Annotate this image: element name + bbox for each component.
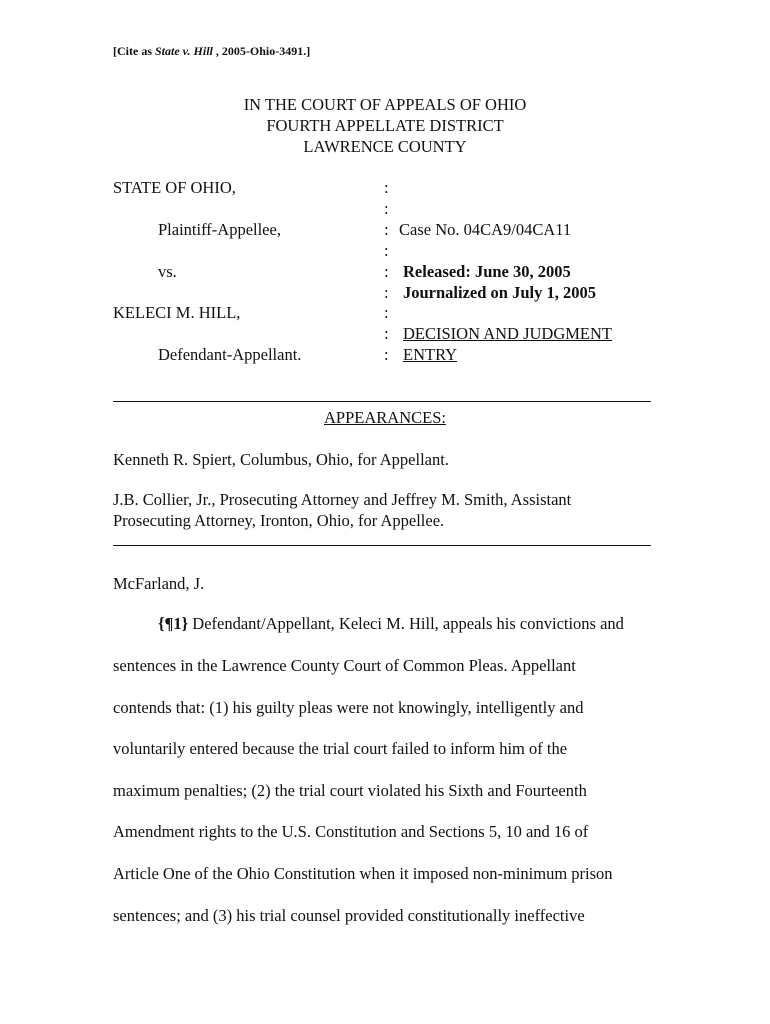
caption-state: STATE OF OHIO, (113, 178, 236, 197)
appearances-heading: APPEARANCES: (324, 408, 446, 427)
caption-colon: : (384, 324, 389, 343)
caption-colon: : (384, 303, 389, 322)
caption-colon: : (384, 283, 389, 302)
caption-colon: : (384, 220, 389, 239)
caption-versus: vs. (158, 262, 177, 281)
divider-rule (113, 401, 651, 402)
opinion-line: maximum penalties; (2) the trial court violated his Sixth and Fourteenth (113, 781, 587, 800)
opinion-line: sentences; and (3) his trial counsel provided constitutionally ineffective (113, 906, 585, 925)
paragraph-marker: {¶1} (158, 614, 189, 633)
judge-name: McFarland, J. (113, 574, 205, 593)
divider-rule (113, 545, 651, 546)
caption-defendant-role: Defendant-Appellant. (158, 345, 302, 364)
caption-colon: : (384, 199, 389, 218)
court-name: IN THE COURT OF APPEALS OF OHIO (243, 95, 527, 114)
caption-colon: : (384, 178, 389, 197)
entry-title-line1: DECISION AND JUDGMENT (403, 324, 612, 343)
opinion-line (158, 614, 624, 634)
appellee-counsel-line1: J.B. Collier, Jr., Prosecuting Attorney and Jeffrey M. Smith, Assistant (113, 490, 572, 509)
opinion-line: voluntarily entered because the trial court failed to inform him of the (113, 739, 568, 758)
citation-suffix: , 2005-Ohio-3491.] (212, 44, 311, 58)
caption-defendant: KELECI M. HILL, (113, 303, 241, 322)
appellant-counsel: Kenneth R. Spiert, Columbus, Ohio, for Appellant. (113, 450, 449, 469)
citation-prefix: [Cite as (113, 44, 155, 58)
release-date: Released: June 30, 2005 (403, 262, 571, 281)
caption-colon: : (384, 262, 389, 281)
opinion-line: contends that: (1) his guilty pleas were not knowingly, intelligently and (113, 698, 584, 717)
caption-plaintiff-role: Plaintiff-Appellee, (158, 220, 281, 239)
entry-title-line2: ENTRY (403, 345, 458, 364)
opinion-line: Amendment rights to the U.S. Constitution and Sections 5, 10 and 16 of (113, 822, 589, 841)
opinion-line: Article One of the Ohio Constitution when it imposed non-minimum prison (113, 864, 613, 883)
caption-colon: : (384, 241, 389, 260)
opinion-line-text: Defendant/Appellant, Keleci M. Hill, appeals his convictions and (188, 614, 624, 633)
citation-header (113, 44, 310, 59)
opinion-line: sentences in the Lawrence County Court of Common Pleas. Appellant (113, 656, 576, 675)
case-number: Case No. 04CA9/04CA11 (399, 220, 572, 239)
county-name: LAWRENCE COUNTY (303, 137, 467, 156)
appellee-counsel-line2: Prosecuting Attorney, Ironton, Ohio, for Appellee. (113, 511, 445, 530)
caption-colon: : (384, 345, 389, 364)
district-name: FOURTH APPELLATE DISTRICT (266, 116, 504, 135)
journalized-date: Journalized on July 1, 2005 (403, 283, 596, 302)
citation-case-name: State v. Hill (155, 44, 213, 58)
